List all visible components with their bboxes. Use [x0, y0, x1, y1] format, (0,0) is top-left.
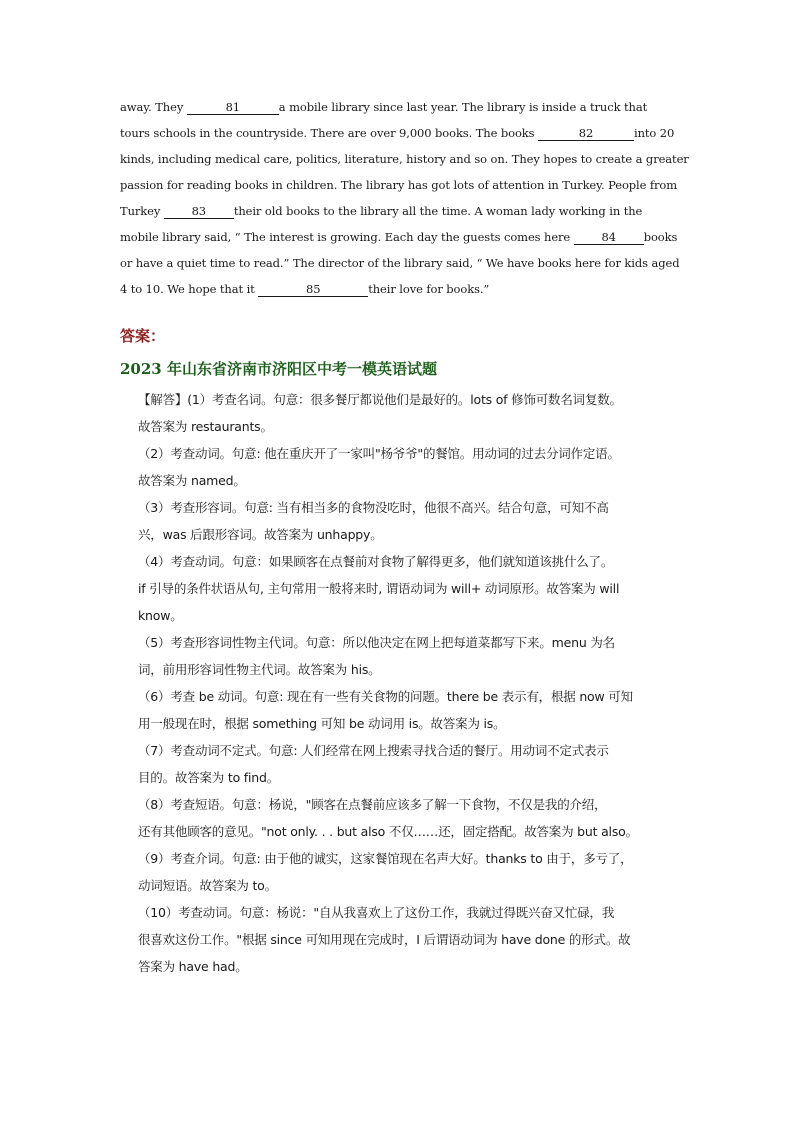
explanation-line: （10）考查动词。句意：杨说："自从我喜欢上了这份工作，我就过得既兴奋又忙碌，我: [138, 905, 615, 920]
explanation-line: 故答案为 restaurants。: [138, 419, 273, 434]
explanation-line: （6）考查 be 动词。句意: 现在有一些有关食物的问题。there be 表示有，根据 now 可知: [138, 689, 633, 704]
explanation-line: （7）考查动词不定式。句意: 人们经常在网上搜索寻找合适的餐厅。用动词不定式表示: [138, 743, 609, 758]
blank-82: 82: [538, 126, 634, 141]
explanation-line: 很喜欢这份工作。"根据 since 可知用现在完成时，I 后谓语动词为 have done 的形式。故: [138, 932, 631, 947]
passage-line: [120, 172, 680, 198]
passage-text: away. They: [120, 100, 187, 114]
passage-text: mobile library said, “ The interest is growing. Each day the guests comes here: [120, 230, 574, 244]
blank-83: 83: [164, 204, 234, 219]
passage-text: kinds, including medical care, politics, literature, history and so on. They hopes to create a greater: [120, 152, 689, 166]
explanation-line: （9）考查介词。句意: 由于他的诚实，这家餐馆现在名声大好。thanks to 由于，多亏了，: [138, 851, 633, 866]
explanation-line: （2）考查动词。句意: 他在重庆开了一家叫"杨爷爷"的餐馆。用动词的过去分词作定语。: [138, 446, 620, 461]
explanation-line: 用一般现在时，根据 something 可知 be 动词用 is。故答案为 is。: [138, 716, 506, 731]
passage-line: [120, 146, 689, 172]
blank-85: 85: [258, 282, 368, 297]
exam-title: 2023 年山东省济南市济阳区中考一模英语试题: [120, 360, 437, 378]
passage-text: their love for books.”: [368, 282, 490, 296]
explanation-line: 故答案为 named。: [138, 473, 246, 488]
explanation-line: 兴，was 后跟形容词。故答案为 unhappy。: [138, 527, 383, 542]
blank-81: 81: [187, 100, 279, 115]
passage-line: [120, 198, 680, 224]
blank-84: 84: [574, 230, 644, 245]
explanation-line: （8）考查短语。句意：杨说，"顾客在点餐前应该多了解一下食物，不仅是我的介绍，: [138, 797, 607, 812]
passage-line: [120, 224, 680, 250]
passage-text: Turkey: [120, 204, 164, 218]
passage-text: books: [643, 230, 678, 244]
passage-line: [120, 120, 680, 146]
passage-line: [120, 94, 680, 120]
explanation-line: 目的。故答案为 to find。: [138, 770, 280, 785]
explanation-line: （5）考查形容词性物主代词。句意：所以他决定在网上把每道菜都写下来。menu 为名: [138, 635, 615, 650]
explanation-line: if 引导的条件状语从句, 主句常用一般将来时, 谓语动词为 will+ 动词原形。故答案为 will: [138, 581, 620, 596]
answer-heading: 答案：: [120, 327, 166, 345]
cloze-passage: [120, 94, 689, 302]
answer-explanations: [138, 386, 683, 980]
passage-line: [120, 276, 680, 302]
explanation-line: 还有其他顾客的意见。"not only. . . but also 不仅……还，固定搭配。故答案为 but also。: [138, 824, 638, 839]
explanation-line: （3）考查形容词。句意: 当有相当多的食物没吃时，他很不高兴。结合句意，可知不高: [138, 500, 609, 515]
explanation-line: （4）考查动词。句意：如果顾客在点餐前对食物了解得更多，他们就知道该挑什么了。: [138, 554, 614, 569]
passage-text: a mobile library since last year. The library is inside a truck that: [278, 100, 648, 114]
passage-line: [120, 250, 680, 276]
passage-text: or have a quiet time to read.” The director of the library said, “ We have books here for kids aged: [120, 256, 680, 270]
passage-text: their old books to the library all the time. A woman lady working in the: [233, 204, 643, 218]
explanation-line: know。: [138, 608, 183, 623]
explanation-line: 词，前用形容词性物主代词。故答案为 his。: [138, 662, 381, 677]
passage-text: 4 to 10. We hope that it: [120, 282, 259, 296]
passage-text: passion for reading books in children. The library has got lots of attention in Turkey. People from: [120, 178, 678, 192]
passage-text: into 20: [634, 126, 675, 140]
explanation-line: 答案为 have had。: [138, 959, 248, 974]
explanation-line: 动词短语。故答案为 to。: [138, 878, 277, 893]
explanation-line: 【解答】(1）考查名词。句意：很多餐厅都说他们是最好的。lots of 修饰可数名词复数。: [138, 392, 622, 407]
passage-text: tours schools in the countryside. There are over 9,000 books. The books: [120, 126, 538, 140]
